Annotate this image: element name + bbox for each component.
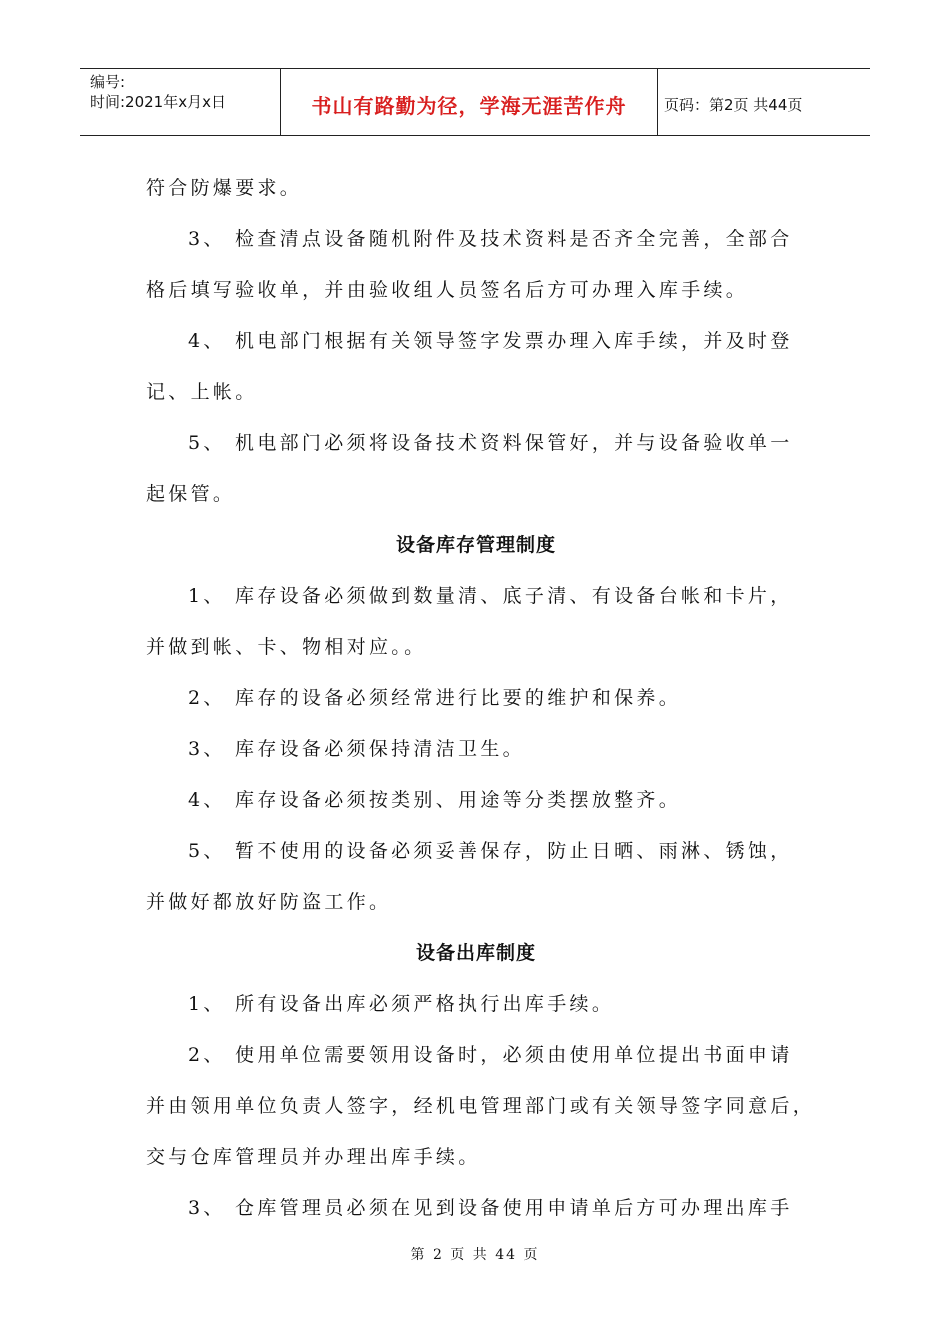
- paragraph-line: 3、 库存设备必须保持清洁卫生。: [188, 738, 525, 760]
- paragraph-line: 起保管。: [146, 483, 236, 505]
- page-footer: 第 2 页 共 44 页: [410, 1247, 540, 1263]
- document-date: 时间:2021年x月x日: [90, 93, 226, 111]
- header-meta: [80, 69, 281, 135]
- paragraph-line: 并做好都放好防盗工作。: [146, 891, 392, 913]
- document-body: [146, 163, 816, 1234]
- paragraph-line: 交与仓库管理员并办理出库手续。: [146, 1146, 481, 1168]
- paragraph-line: 1、 所有设备出库必须严格执行出库手续。: [188, 993, 615, 1015]
- header-motto: 书山有路勤为径，学海无涯苦作舟: [311, 93, 627, 118]
- paragraph-line: 记、上帐。: [146, 381, 258, 403]
- paragraph-line: 格后填写验收单，并由验收组人员签名后方可办理入库手续。: [146, 279, 749, 301]
- header-page-info: 页码：第2页 共44页: [664, 95, 803, 114]
- page-header: [80, 68, 870, 136]
- paragraph-line: 5、 机电部门必须将设备技术资料保管好，并与设备验收单一: [188, 432, 793, 454]
- paragraph-line: 2、 库存的设备必须经常进行比要的维护和保养。: [188, 687, 682, 709]
- header-page-info-cell: [658, 69, 870, 135]
- paragraph-line: 4、 库存设备必须按类别、用途等分类摆放整齐。: [188, 789, 682, 811]
- paragraph-line: 1、 库存设备必须做到数量清、底子清、有设备台帐和卡片，: [188, 585, 793, 607]
- paragraph-line: 符合防爆要求。: [146, 177, 303, 199]
- paragraph-line: 3、 检查清点设备随机附件及技术资料是否齐全完善，全部合: [188, 228, 793, 250]
- document-code-label: 编号:: [90, 73, 126, 91]
- paragraph-line: 4、 机电部门根据有关领导签字发票办理入库手续，并及时登: [188, 330, 793, 352]
- header-motto-cell: [281, 69, 658, 135]
- paragraph-line: 并由领用单位负责人签字，经机电管理部门或有关领导签字同意后，: [146, 1095, 816, 1117]
- section-title: 设备出库制度: [415, 942, 536, 964]
- paragraph-line: 2、 使用单位需要领用设备时，必须由使用单位提出书面申请: [188, 1044, 793, 1066]
- paragraph-line: 5、 暂不使用的设备必须妥善保存，防止日晒、雨淋、锈蚀，: [188, 840, 793, 862]
- section-title: 设备库存管理制度: [395, 534, 556, 556]
- paragraph-line: 3、 仓库管理员必须在见到设备使用申请单后方可办理出库手: [188, 1197, 793, 1219]
- paragraph-line: 并做到帐、卡、物相对应。。: [146, 636, 427, 658]
